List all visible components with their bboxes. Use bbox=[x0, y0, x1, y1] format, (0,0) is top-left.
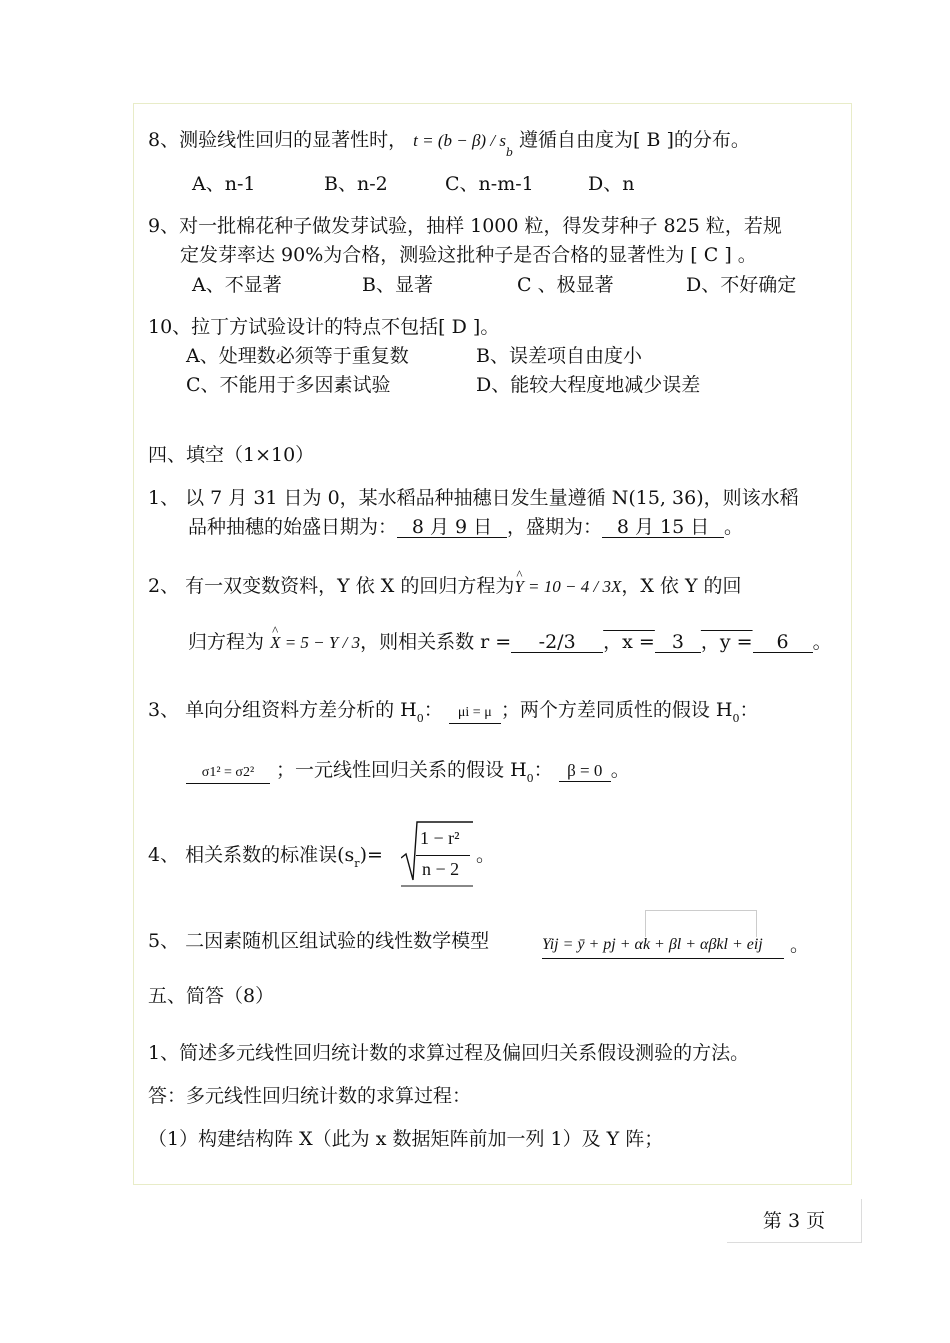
f1-answer-2: 8 月 15 日 bbox=[602, 517, 724, 538]
f3-h-sub-1: 0 bbox=[416, 712, 424, 725]
q8-text: 8、测验线性回归的显著性时， bbox=[148, 129, 408, 151]
f2-text-2: 归方程为 bbox=[188, 631, 265, 653]
f5-model: Yij = ȳ + pj + αk + βl + αβkl + eij bbox=[542, 933, 784, 959]
f2-answer-x: 3 bbox=[655, 632, 701, 653]
f2-equation-1: ^ Y = 10 − 4 / 3X bbox=[514, 575, 621, 599]
q9-option-c: C 、极显著 bbox=[517, 274, 614, 296]
f4-text-post: )= bbox=[359, 844, 383, 866]
q9-option-d: D、不好确定 bbox=[686, 274, 797, 296]
q10-option-a: A、处理数必须等于重复数 bbox=[186, 345, 409, 367]
f2-text-mid: ，则相关系数 r = bbox=[360, 631, 512, 653]
f2-text: 2、 有一双变数资料，Y 依 X 的回归方程为 bbox=[148, 575, 515, 597]
f2-answer-y: 6 bbox=[753, 632, 813, 653]
f1-answer-1: 8 月 9 日 bbox=[397, 517, 507, 538]
f5-text: 5、 二因素随机区组试验的线性数学模型 bbox=[148, 930, 490, 952]
f3-colon-3: ： bbox=[533, 759, 553, 781]
q8-option-b: B、n-2 bbox=[324, 173, 388, 195]
q8-option-a: A、n-1 bbox=[192, 173, 256, 195]
f2-text-post: ，X 依 Y 的回 bbox=[621, 575, 742, 597]
s1-step1: （1）构建结构阵 X（此为 x 数据矩阵前加一列 1）及 Y 阵； bbox=[148, 1128, 664, 1150]
page-number: 第 3 页 bbox=[727, 1199, 862, 1243]
f4-denominator: n − 2 bbox=[422, 859, 460, 879]
q8-option-d: D、n bbox=[588, 173, 635, 195]
f2-line2 bbox=[188, 630, 832, 655]
f5-end: 。 bbox=[790, 934, 810, 956]
f4-numerator: 1 − r² bbox=[420, 828, 460, 848]
section5-title: 五、简答（8） bbox=[148, 985, 275, 1007]
f3-line1 bbox=[148, 698, 758, 725]
q8-line bbox=[148, 128, 750, 159]
f1-text-mid: ，盛期为： bbox=[507, 516, 603, 538]
f2-end: 。 bbox=[812, 631, 832, 653]
f3-text-mid: ；两个方差同质性的假设 H bbox=[500, 699, 733, 721]
f2-answer-r: -2/3 bbox=[511, 632, 603, 653]
f3-text: 3、 单向分组资料方差分析的 H bbox=[148, 699, 417, 721]
q10-option-b: B、误差项自由度小 bbox=[476, 345, 642, 367]
q9-option-b: B、显著 bbox=[362, 274, 433, 296]
f3-colon-1: ： bbox=[423, 699, 443, 721]
f4-text: 4、 相关系数的标准误(s bbox=[148, 844, 355, 866]
f1-line1: 1、 以 7 月 31 日为 0，某水稻品种抽穗日发生量遵循 N(15, 36)，则该水稻 bbox=[148, 487, 799, 509]
f5-line bbox=[148, 929, 489, 953]
f4-line bbox=[148, 843, 383, 870]
q8-text-post: 遵循自由度为[ B ]的分布。 bbox=[519, 129, 750, 151]
q10-line1: 10、拉丁方试验设计的特点不包括[ D ]。 bbox=[148, 316, 500, 338]
q10-option-c: C、不能用于多因素试验 bbox=[186, 374, 391, 396]
section4-title: 四、填空（1×10） bbox=[148, 444, 315, 466]
q9-line1: 9、对一批棉花种子做发芽试验，抽样 1000 粒，得发芽种子 825 粒，若规 bbox=[148, 215, 782, 237]
q9-line2: 定发芽率达 90%为合格，测验这批种子是否合格的显著性为 [ C ] 。 bbox=[180, 244, 757, 266]
f3-text-2: ；一元线性回归关系的假设 H bbox=[276, 759, 527, 781]
q8-option-c: C、n-m-1 bbox=[445, 173, 534, 195]
f1-end: 。 bbox=[724, 516, 744, 538]
f2-line1 bbox=[148, 574, 742, 599]
q10-option-d: D、能较大程度地减少误差 bbox=[476, 374, 701, 396]
f3-answer-1: μi = μ bbox=[449, 703, 501, 724]
f3-answer-2: σ1² = σ2² bbox=[186, 763, 270, 784]
q9-option-a: A、不显著 bbox=[192, 274, 282, 296]
f4-sub: r bbox=[354, 857, 360, 870]
f2-label-y: ，y = bbox=[700, 631, 753, 653]
f2-label-x: ，x = bbox=[603, 631, 655, 653]
f4-fraction-bar bbox=[416, 855, 470, 856]
f3-answer-3: β = 0 bbox=[559, 761, 611, 782]
s1-question: 1、简述多元线性回归统计数的求算过程及偏回归关系假设测验的方法。 bbox=[148, 1042, 750, 1064]
f1-line2 bbox=[188, 515, 743, 539]
f4-end: 。 bbox=[476, 844, 496, 866]
q8-formula: t = (b − β) / s bbox=[413, 131, 506, 150]
f3-h-sub-2: 0 bbox=[732, 712, 740, 725]
q8-formula-sub: b bbox=[505, 146, 513, 159]
f3-colon-2: ： bbox=[739, 699, 759, 721]
f2-equation-2: ^ X = 5 − Y / 3 bbox=[270, 631, 360, 655]
f3-h-sub-3: 0 bbox=[526, 772, 534, 785]
f3-line2 bbox=[186, 758, 630, 785]
s1-answer-intro: 答：多元线性回归统计数的求算过程： bbox=[148, 1085, 472, 1107]
f3-end: 。 bbox=[610, 759, 630, 781]
f1-text: 品种抽穗的始盛日期为： bbox=[188, 516, 398, 538]
